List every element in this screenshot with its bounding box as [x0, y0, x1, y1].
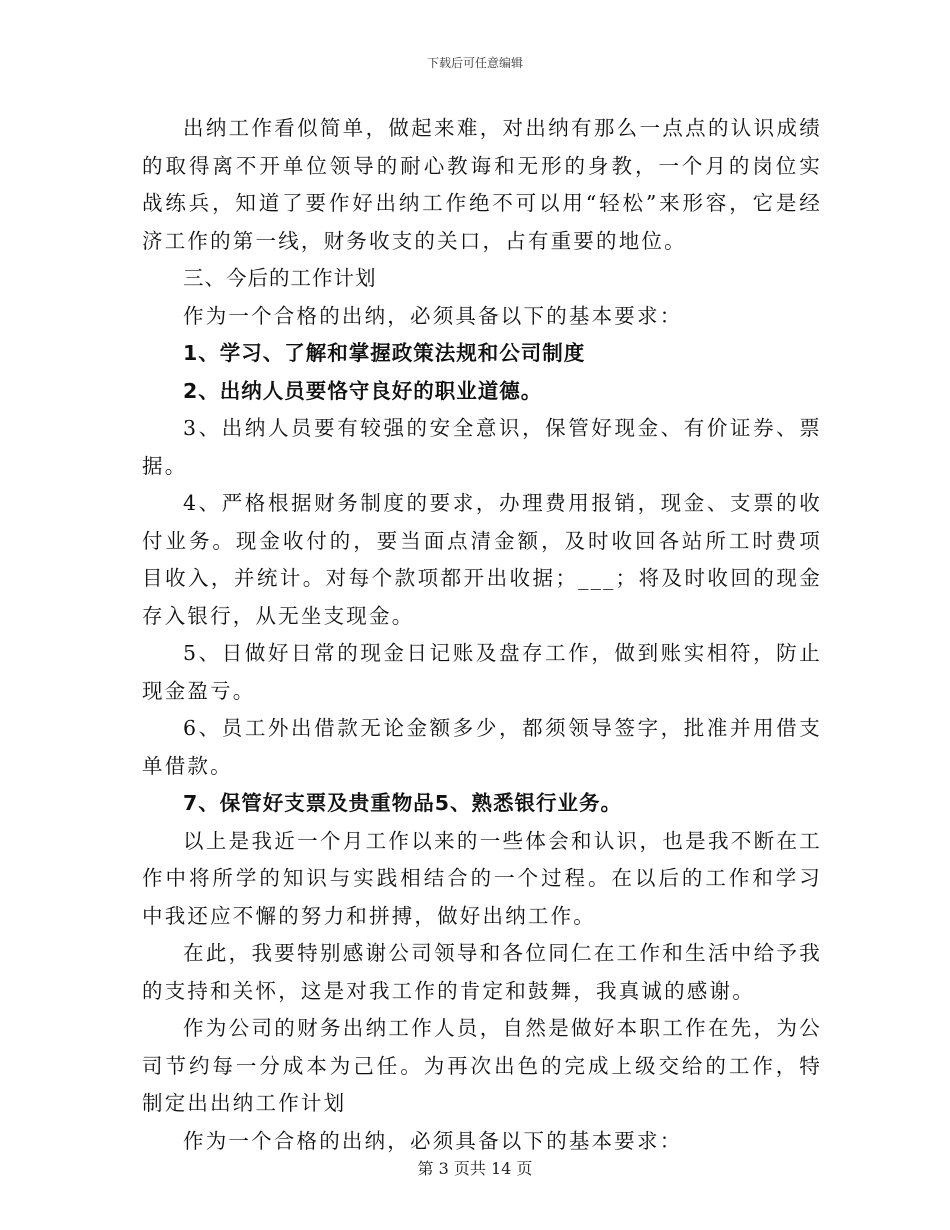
list-item-4: 4、严格根据财务制度的要求，办理费用报销，现金、支票的收付业务。现金收付的，要当面点清金额，及时收回各站所工时费项目收入，并统计。对每个款项都开出收据；___；将及时收回的现金存入银行，从无坐支现金。	[142, 491, 822, 628]
paragraph-requirements-intro: 作为一个合格的出纳，必须具备以下的基本要求：	[183, 303, 683, 328]
list-item-2: 2、出纳人员要恪守良好的职业道德。	[183, 378, 543, 403]
list-item-3: 3、出纳人员要有较强的安全意识，保管好现金、有价证券、票据。	[142, 416, 822, 478]
paragraph-plan-intro: 作为公司的财务出纳工作人员，自然是做好本职工作在先，为公司节约每一分成本为己任。为再次出色的完成上级交给的工作，特制定出出纳工作计划	[142, 1016, 822, 1115]
document-body	[142, 110, 822, 1160]
paragraph-thanks: 在此，我要特别感谢公司领导和各位同仁在工作和生活中给予我的支持和关怀，这是对我工作的肯定和鼓舞，我真诚的感谢。	[142, 941, 822, 1003]
page-header: 下载后可任意编辑	[426, 56, 523, 70]
list-item-6: 6、员工外出借款无论金额多少，都须领导签字，批准并用借支单借款。	[142, 716, 822, 778]
list-item-5: 5、日做好日常的现金日记账及盘存工作，做到账实相符，防止现金盈亏。	[142, 641, 822, 703]
paragraph-cashier-intro: 出纳工作看似简单，做起来难，对出纳有那么一点点的认识成绩的取得离不开单位领导的耐心教诲和无形的身教，一个月的岗位实战练兵，知道了要作好出纳工作绝不可以用“轻松”来形容，它是经济工作的第一线，财务收支的关口，占有重要的地位。	[142, 116, 822, 253]
page-footer: 第 3 页共 14 页	[417, 1159, 533, 1178]
paragraph-requirements-repeat: 作为一个合格的出纳，必须具备以下的基本要求：	[183, 1128, 683, 1153]
list-item-7: 7、保管好支票及贵重物品5、熟悉银行业务。	[183, 791, 623, 815]
section-heading-future-plan: 三、今后的工作计划	[183, 266, 377, 290]
paragraph-summary: 以上是我近一个月工作以来的一些体会和认识，也是我不断在工作中将所学的知识与实践相结合的一个过程。在以后的工作和学习中我还应不懈的努力和拼搏，做好出纳工作。	[142, 828, 822, 928]
list-item-1: 1、学习、了解和掌握政策法规和公司制度	[183, 341, 586, 365]
